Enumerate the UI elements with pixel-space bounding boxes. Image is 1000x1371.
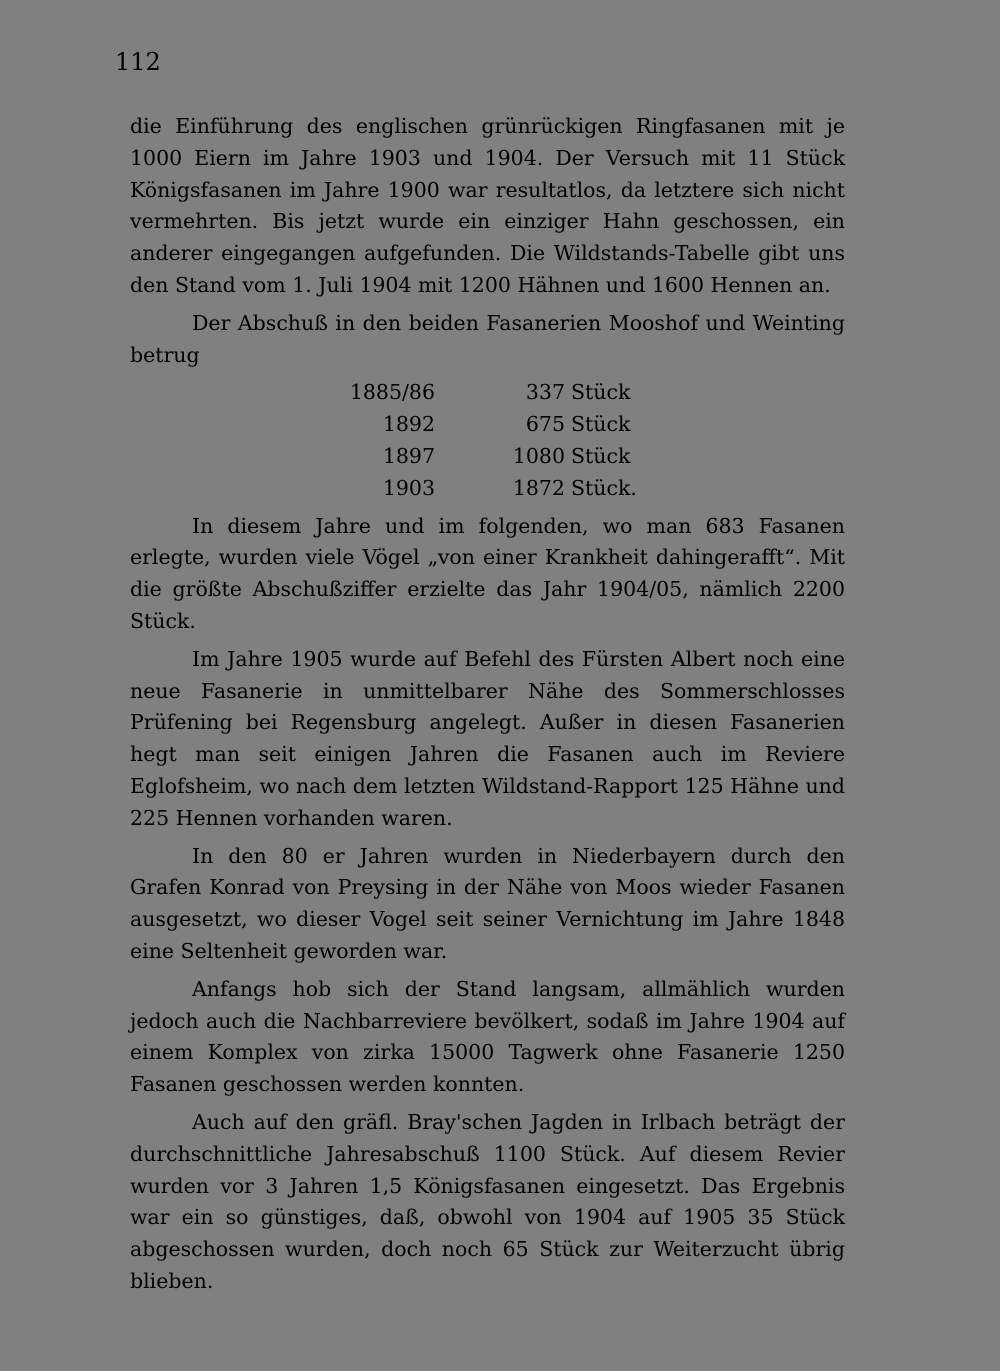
table-row bbox=[345, 409, 641, 441]
page-number: 112 bbox=[115, 48, 161, 76]
harvest-count: 1080 bbox=[512, 443, 565, 468]
table-row bbox=[345, 441, 641, 473]
paragraph-1: die Einführung des englischen grünrückigen Ringfasanen mit je 1000 Eiern im Jahre 1903 und 1904. Der Versuch mit 11 Stück Königsfasanen im Jahre 1900 war resultatlos, da letztere sich nicht vermehrten. Bis jetzt wurde ein einziger Hahn geschossen, ein anderer eingegangen aufgefunden. Die Wildstands-Tabelle gibt uns den Stand vom 1. Juli 1904 mit 1200 Hähnen und 1600 Hennen an. bbox=[130, 114, 845, 297]
harvest-table bbox=[345, 377, 641, 504]
harvest-year: 1885/86 bbox=[349, 380, 435, 405]
paragraph-2: Der Abschuß in den beiden Fasanerien Mooshof und Weinting betrug bbox=[130, 310, 845, 367]
paragraph-4: Im Jahre 1905 wurde auf Befehl des Fürsten Albert noch eine neue Fasanerie in unmittelbarer Nähe des Sommerschlosses Prüfening bei Regensburg angelegt. Außer in diesen Fasanerien hegt man seit einigen Jahren die Fasanen auch im Reviere Eglofsheim, wo nach dem letzten Wildstand-Rapport 125 Hähne und 225 Hennen vorhanden waren. bbox=[130, 646, 845, 830]
table-row bbox=[345, 473, 641, 505]
paragraph-6: Anfangs hob sich der Stand langsam, allmählich wurden jedoch auch die Nachbarreviere bevölkert, sodaß im Jahre 1904 auf einem Komplex von zirka 15000 Tagwerk ohne Fasanerie 1250 Fasanen geschossen werden konnten. bbox=[130, 976, 845, 1097]
harvest-unit: Stück bbox=[571, 380, 631, 405]
paragraph-3: In diesem Jahre und im folgenden, wo man 683 Fasanen erlegte, wurden viele Vögel „von einer Krankheit dahingerafft“. Mit die größte Abschußziffer erzielte das Jahr 1904/05, nämlich 2200 Stück. bbox=[130, 513, 845, 633]
harvest-count: 1872 bbox=[512, 475, 565, 500]
harvest-year: 1903 bbox=[382, 475, 435, 500]
paragraph-5: In den 80 er Jahren wurden in Niederbayern durch den Grafen Konrad von Preysing in der Nähe von Moos wieder Fasanen ausgesetzt, wo dieser Vogel seit seiner Vernichtung im Jahre 1848 eine Seltenheit geworden war. bbox=[130, 843, 845, 963]
paragraph-7: Auch auf den gräfl. Bray'schen Jagden in Irlbach beträgt der durchschnittliche Jahresabschuß 1100 Stück. Auf diesem Revier wurden vor 3 Jahren 1,5 Königsfasanen eingesetzt. Das Ergebnis war ein so günstiges, daß, obwohl von 1904 auf 1905 35 Stück abgeschossen wurden, doch noch 65 Stück zur Weiterzucht übrig blieben. bbox=[130, 1109, 845, 1293]
harvest-count: 337 bbox=[525, 380, 565, 405]
body-text bbox=[130, 111, 845, 1304]
harvest-year: 1892 bbox=[382, 412, 435, 437]
harvest-count: 675 bbox=[525, 412, 565, 437]
harvest-unit: Stück bbox=[571, 412, 631, 437]
harvest-year: 1897 bbox=[382, 443, 435, 468]
harvest-unit: Stück. bbox=[571, 475, 637, 500]
harvest-unit: Stück bbox=[571, 443, 631, 468]
table-row bbox=[345, 377, 641, 409]
